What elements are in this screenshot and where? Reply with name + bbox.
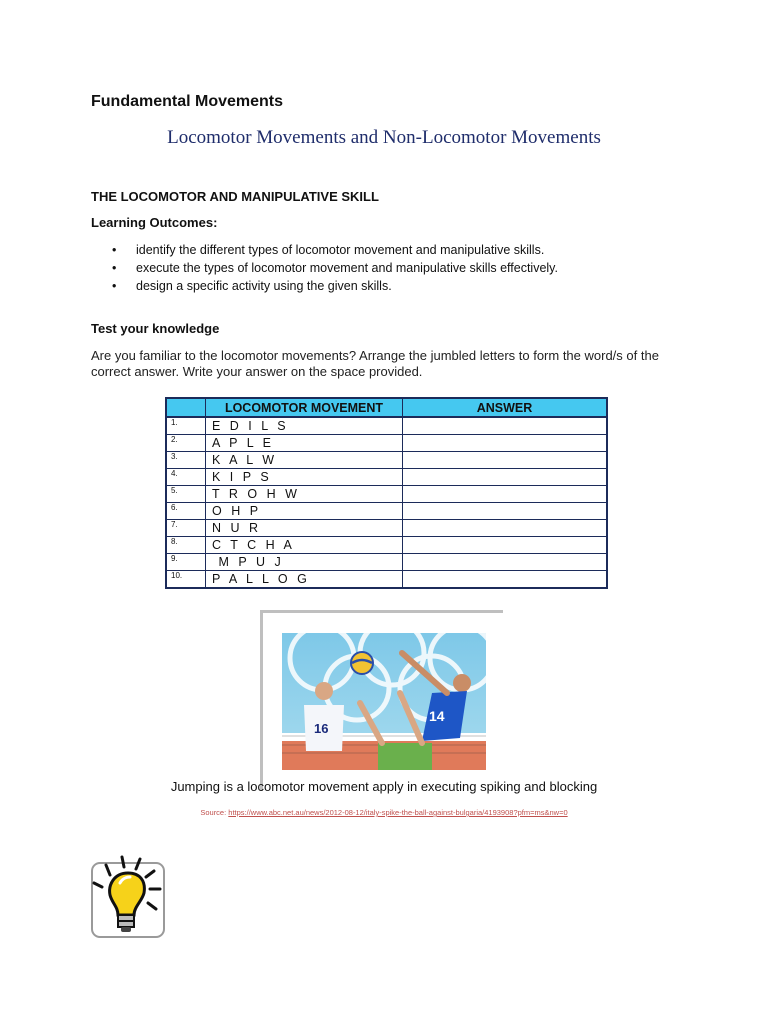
answer-cell[interactable] (403, 554, 608, 571)
volleyball-photo (282, 633, 486, 770)
answer-cell[interactable] (403, 469, 608, 486)
learning-outcome-item (112, 259, 558, 277)
learning-outcomes-list (112, 241, 558, 295)
jumbled-word: O H P (206, 503, 403, 520)
photo-caption: Jumping is a locomotor movement apply in executing spiking and blocking (170, 779, 598, 794)
lightbulb-icon (88, 855, 168, 939)
row-number: 3. (166, 452, 206, 469)
table-row (166, 537, 607, 554)
answer-cell[interactable] (403, 520, 608, 537)
row-number: 8. (166, 537, 206, 554)
jumbled-words-table (165, 397, 608, 589)
table-row (166, 469, 607, 486)
row-number: 5. (166, 486, 206, 503)
learning-outcome-item (112, 241, 558, 259)
answer-cell[interactable] (403, 452, 608, 469)
section-heading: THE LOCOMOTOR AND MANIPULATIVE SKILL (91, 189, 379, 204)
jersey-number: 14 (429, 708, 445, 724)
answer-cell[interactable] (403, 435, 608, 452)
bullet-icon: • (112, 243, 117, 257)
answer-cell[interactable] (403, 537, 608, 554)
header-locomotor-movement: LOCOMOTOR MOVEMENT (206, 398, 403, 417)
answer-cell[interactable] (403, 571, 608, 589)
row-number: 6. (166, 503, 206, 520)
row-number: 4. (166, 469, 206, 486)
table-row (166, 417, 607, 435)
row-number: 10. (166, 571, 206, 589)
photo-source (0, 808, 768, 817)
learning-outcome-text: execute the types of locomotor movement and manipulative skills effectively. (136, 261, 558, 275)
jumbled-word: A P L E (206, 435, 403, 452)
answer-cell[interactable] (403, 503, 608, 520)
table-row (166, 503, 607, 520)
table-row (166, 486, 607, 503)
learning-outcomes-heading: Learning Outcomes: (91, 215, 218, 230)
row-number: 2. (166, 435, 206, 452)
row-number: 7. (166, 520, 206, 537)
answer-cell[interactable] (403, 417, 608, 435)
table-row (166, 554, 607, 571)
learning-outcome-text: design a specific activity using the given skills. (136, 279, 392, 293)
test-heading: Test your knowledge (91, 321, 220, 336)
jumbled-word: T R O H W (206, 486, 403, 503)
document-title: Locomotor Movements and Non-Locomotor Movements (167, 127, 601, 148)
learning-outcome-text: identify the different types of locomotor movement and manipulative skills. (136, 243, 545, 257)
jumbled-word: N U R (206, 520, 403, 537)
jumbled-word: C T C H A (206, 537, 403, 554)
table-row (166, 520, 607, 537)
document-heading: Fundamental Movements (91, 93, 284, 110)
jumbled-word: P A L L O G (206, 571, 403, 589)
jumbled-word: K A L W (206, 452, 403, 469)
bullet-icon: • (112, 279, 117, 293)
source-label: Source: (200, 808, 229, 817)
instructions-paragraph: Are you familiar to the locomotor movements? Arrange the jumbled letters to form the word/s of the correct answer. Write your answer on the space provided. (91, 348, 659, 379)
source-link[interactable]: https://www.abc.net.au/news/2012-08-12/italy-spike-the-ball-against-bulgaria/4193908?pfm=ms&nw=0 (228, 808, 568, 817)
row-number: 1. (166, 417, 206, 435)
table-row (166, 571, 607, 589)
jumbled-word: M P U J (206, 554, 403, 571)
jersey-number: 16 (314, 721, 329, 736)
table-row (166, 435, 607, 452)
header-number (166, 398, 206, 417)
table-row (166, 452, 607, 469)
learning-outcome-item (112, 277, 558, 295)
jumbled-word: E D I L S (206, 417, 403, 435)
table-header-row (166, 398, 607, 417)
header-answer: ANSWER (403, 398, 608, 417)
row-number: 9. (166, 554, 206, 571)
answer-cell[interactable] (403, 486, 608, 503)
bullet-icon: • (112, 261, 117, 275)
jumbled-word: K I P S (206, 469, 403, 486)
